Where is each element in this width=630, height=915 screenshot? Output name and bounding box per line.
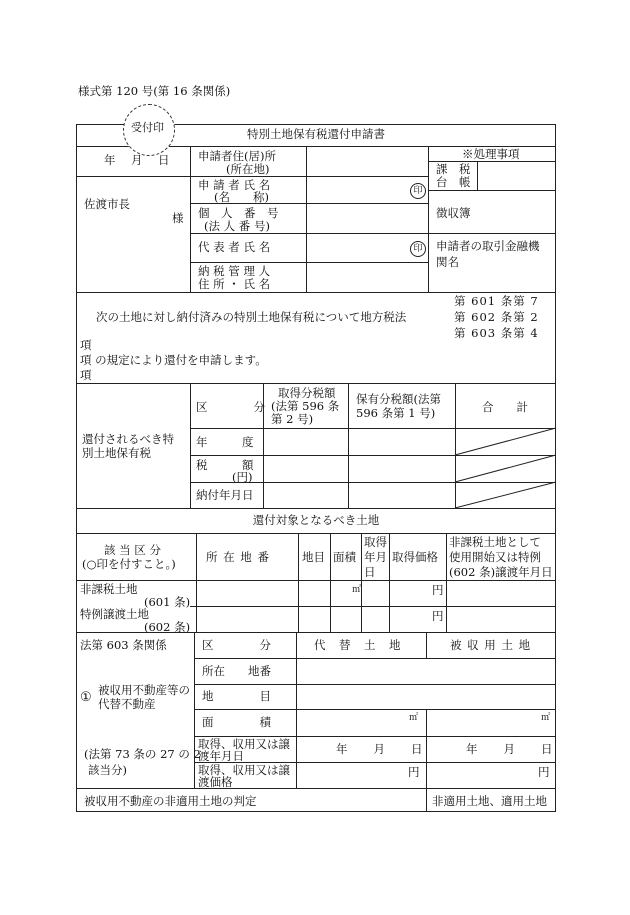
row-special-article: (602 条) <box>144 620 191 634</box>
applicant-address-sub: (所在地) <box>226 162 270 176</box>
row-exempt-article: (601 条) <box>144 595 191 609</box>
rule <box>306 146 307 176</box>
rule <box>428 190 556 191</box>
representative-name-label: 代 表 者 氏 名 <box>198 240 271 254</box>
col-area: 面積 <box>333 550 356 564</box>
rule <box>190 233 556 234</box>
rule <box>190 262 428 263</box>
col-holding-2: 596 条第 1 号) <box>356 406 436 420</box>
row-amount-unit: (円) <box>232 470 253 484</box>
form-number: 様式第 120 号(第 16 条関係) <box>78 84 231 98</box>
rule <box>76 176 190 177</box>
statement-text: 次の土地に対し納付済みの特別土地保有税について地方税法 <box>96 310 407 324</box>
art603-col-division: 区 分 <box>202 638 271 652</box>
col-category-1: 該 当 区 分 <box>104 543 161 557</box>
refund-row-label-1: 還付されるべき特 <box>82 432 174 446</box>
collection-book: 徴収簿 <box>436 206 471 220</box>
col-location: 所 在 地 番 <box>206 550 270 564</box>
rule <box>361 533 362 632</box>
refund-row-label-2: 別土地保有税 <box>82 446 151 460</box>
seal-mark: 印 <box>410 241 426 257</box>
art603-item-2: 代替不動産 <box>98 697 156 711</box>
exp-date: 年 月 日 <box>466 742 554 756</box>
rule <box>194 709 556 710</box>
col-total: 合 計 <box>482 400 528 414</box>
rule <box>426 788 427 812</box>
rule <box>196 533 197 632</box>
rule <box>389 533 390 632</box>
rule <box>330 533 331 632</box>
article-601: 第 601 条第 7 <box>454 294 539 308</box>
rule <box>426 632 427 658</box>
article-603: 第 603 条第 4 <box>454 326 539 340</box>
judgement-label: 被収用不動産の非適用土地の判定 <box>84 794 257 808</box>
col-acquired-3: 第 2 号) <box>271 412 314 426</box>
row-location: 所在 地番 <box>202 664 271 678</box>
rule <box>76 580 556 581</box>
col-chimoku: 地目 <box>302 550 325 564</box>
alt-price-unit: 円 <box>408 765 420 779</box>
rule <box>477 161 478 190</box>
rule <box>428 146 429 292</box>
art603-number: ① <box>80 690 92 705</box>
art603-col-expropriated: 被 収 用 土 地 <box>450 638 532 652</box>
rule <box>190 383 191 508</box>
exp-price-unit: 円 <box>538 765 550 779</box>
personal-number-sub: (法 人 番 号) <box>204 219 270 233</box>
tax-manager-label: 納 税 管 理 人 <box>198 264 271 278</box>
rule <box>194 658 556 659</box>
article-602: 第 602 条第 2 <box>454 310 539 324</box>
rule <box>76 383 556 384</box>
alt-date: 年 月 日 <box>336 742 424 756</box>
col-holding-1: 保有分税額(法第 <box>356 392 441 406</box>
rule <box>76 788 556 789</box>
tax-ledger-1: 課 税 <box>436 162 471 176</box>
exp-area-unit: ㎡ <box>541 713 551 723</box>
col-acq-date-2: 年月 <box>364 550 387 564</box>
row-price-2: 渡価格 <box>198 775 233 789</box>
row-special-land: 特例譲渡土地 <box>80 607 149 621</box>
rule <box>76 292 556 293</box>
bank-label-2: 関名 <box>436 255 459 269</box>
col-exempt-3: (602 条)譲渡年月日 <box>449 565 553 579</box>
art603-label: 法第 603 条関係 <box>80 638 167 652</box>
rule <box>298 533 299 632</box>
col-price: 取得価格 <box>392 550 438 564</box>
rule <box>426 709 427 788</box>
row-price-1: 取得、収用又は譲 <box>198 763 290 777</box>
statement-paragraph-3: 項 <box>80 368 92 382</box>
price-unit: 円 <box>432 583 444 597</box>
area-unit: ㎡ <box>352 585 362 595</box>
rule <box>190 146 191 292</box>
seal-mark: 印 <box>410 183 426 199</box>
tax-ledger-2: 台 帳 <box>436 175 471 189</box>
art603-law-1: (法第 73 条の 27 の 2 <box>84 747 201 761</box>
art603-col-alternative: 代 替 土 地 <box>314 638 402 652</box>
col-acquired-1: 取得分税額 <box>278 386 336 400</box>
row-date-2: 渡年月日 <box>198 749 244 763</box>
rule <box>455 383 456 508</box>
col-acquired-2: (法第 596 条 <box>271 399 340 413</box>
col-exempt-2: 使用開始又は特例 <box>449 550 541 564</box>
addressee: 佐渡市長 <box>84 197 130 211</box>
application-date: 年 月 日 <box>104 153 172 167</box>
row-amount: 税 額 <box>196 458 254 472</box>
form-title: 特別土地保有税還付申請書 <box>247 127 385 141</box>
judgement-result: 非適用土地、適用土地 <box>432 794 547 808</box>
rule <box>190 428 556 429</box>
col-acq-date-1: 取得 <box>364 535 387 549</box>
land-section-title: 還付対象となるべき土地 <box>252 513 380 527</box>
processing-header: ※処理事項 <box>462 147 520 161</box>
applicant-name-sub: (名 称) <box>214 190 269 204</box>
col-division: 区 分 <box>196 400 265 414</box>
applicant-address-label: 申請者住(居)所 <box>198 149 276 163</box>
col-exempt-1: 非課税土地として <box>449 535 541 549</box>
rule <box>190 455 556 456</box>
col-acq-date-3: 日 <box>364 565 376 579</box>
rule <box>76 508 556 509</box>
bank-label-1: 申請者の取引金融機 <box>436 239 540 253</box>
row-paid-date: 納付年月日 <box>196 488 254 502</box>
art603-law-2: 該当分) <box>88 763 127 777</box>
rule <box>194 632 195 788</box>
statement-paragraph-1: 項 <box>80 338 92 352</box>
row-chimoku: 地 目 <box>202 689 271 703</box>
tax-manager-sub: 住 所 ・ 氏 名 <box>198 277 271 291</box>
rule <box>296 632 297 788</box>
reception-stamp-label: 受付印 <box>131 121 164 134</box>
statement-text-2: 項 の規定により還付を申請します。 <box>80 353 267 367</box>
row-date-1: 取得、収用又は譲 <box>198 737 290 751</box>
art603-item-1: 被収用不動産等の <box>98 683 190 697</box>
rule <box>190 176 428 177</box>
applicant-name-label: 申 請 者 氏 名 <box>198 178 271 192</box>
rule <box>446 533 447 632</box>
addressee-suffix: 様 <box>172 211 184 225</box>
alt-area-unit: ㎡ <box>409 713 419 723</box>
row-year: 年 度 <box>196 435 254 449</box>
rule <box>76 533 556 534</box>
col-category-2: (○印を付すこと。) <box>82 557 176 571</box>
personal-number-label: 個 人 番 号 <box>198 206 279 220</box>
price-unit: 円 <box>432 609 444 623</box>
row-exempt-land: 非課税土地 <box>80 582 138 596</box>
rule <box>348 383 349 508</box>
rule <box>190 606 556 607</box>
row-area: 面 積 <box>202 715 271 729</box>
rule <box>194 684 556 685</box>
rule <box>306 176 307 292</box>
